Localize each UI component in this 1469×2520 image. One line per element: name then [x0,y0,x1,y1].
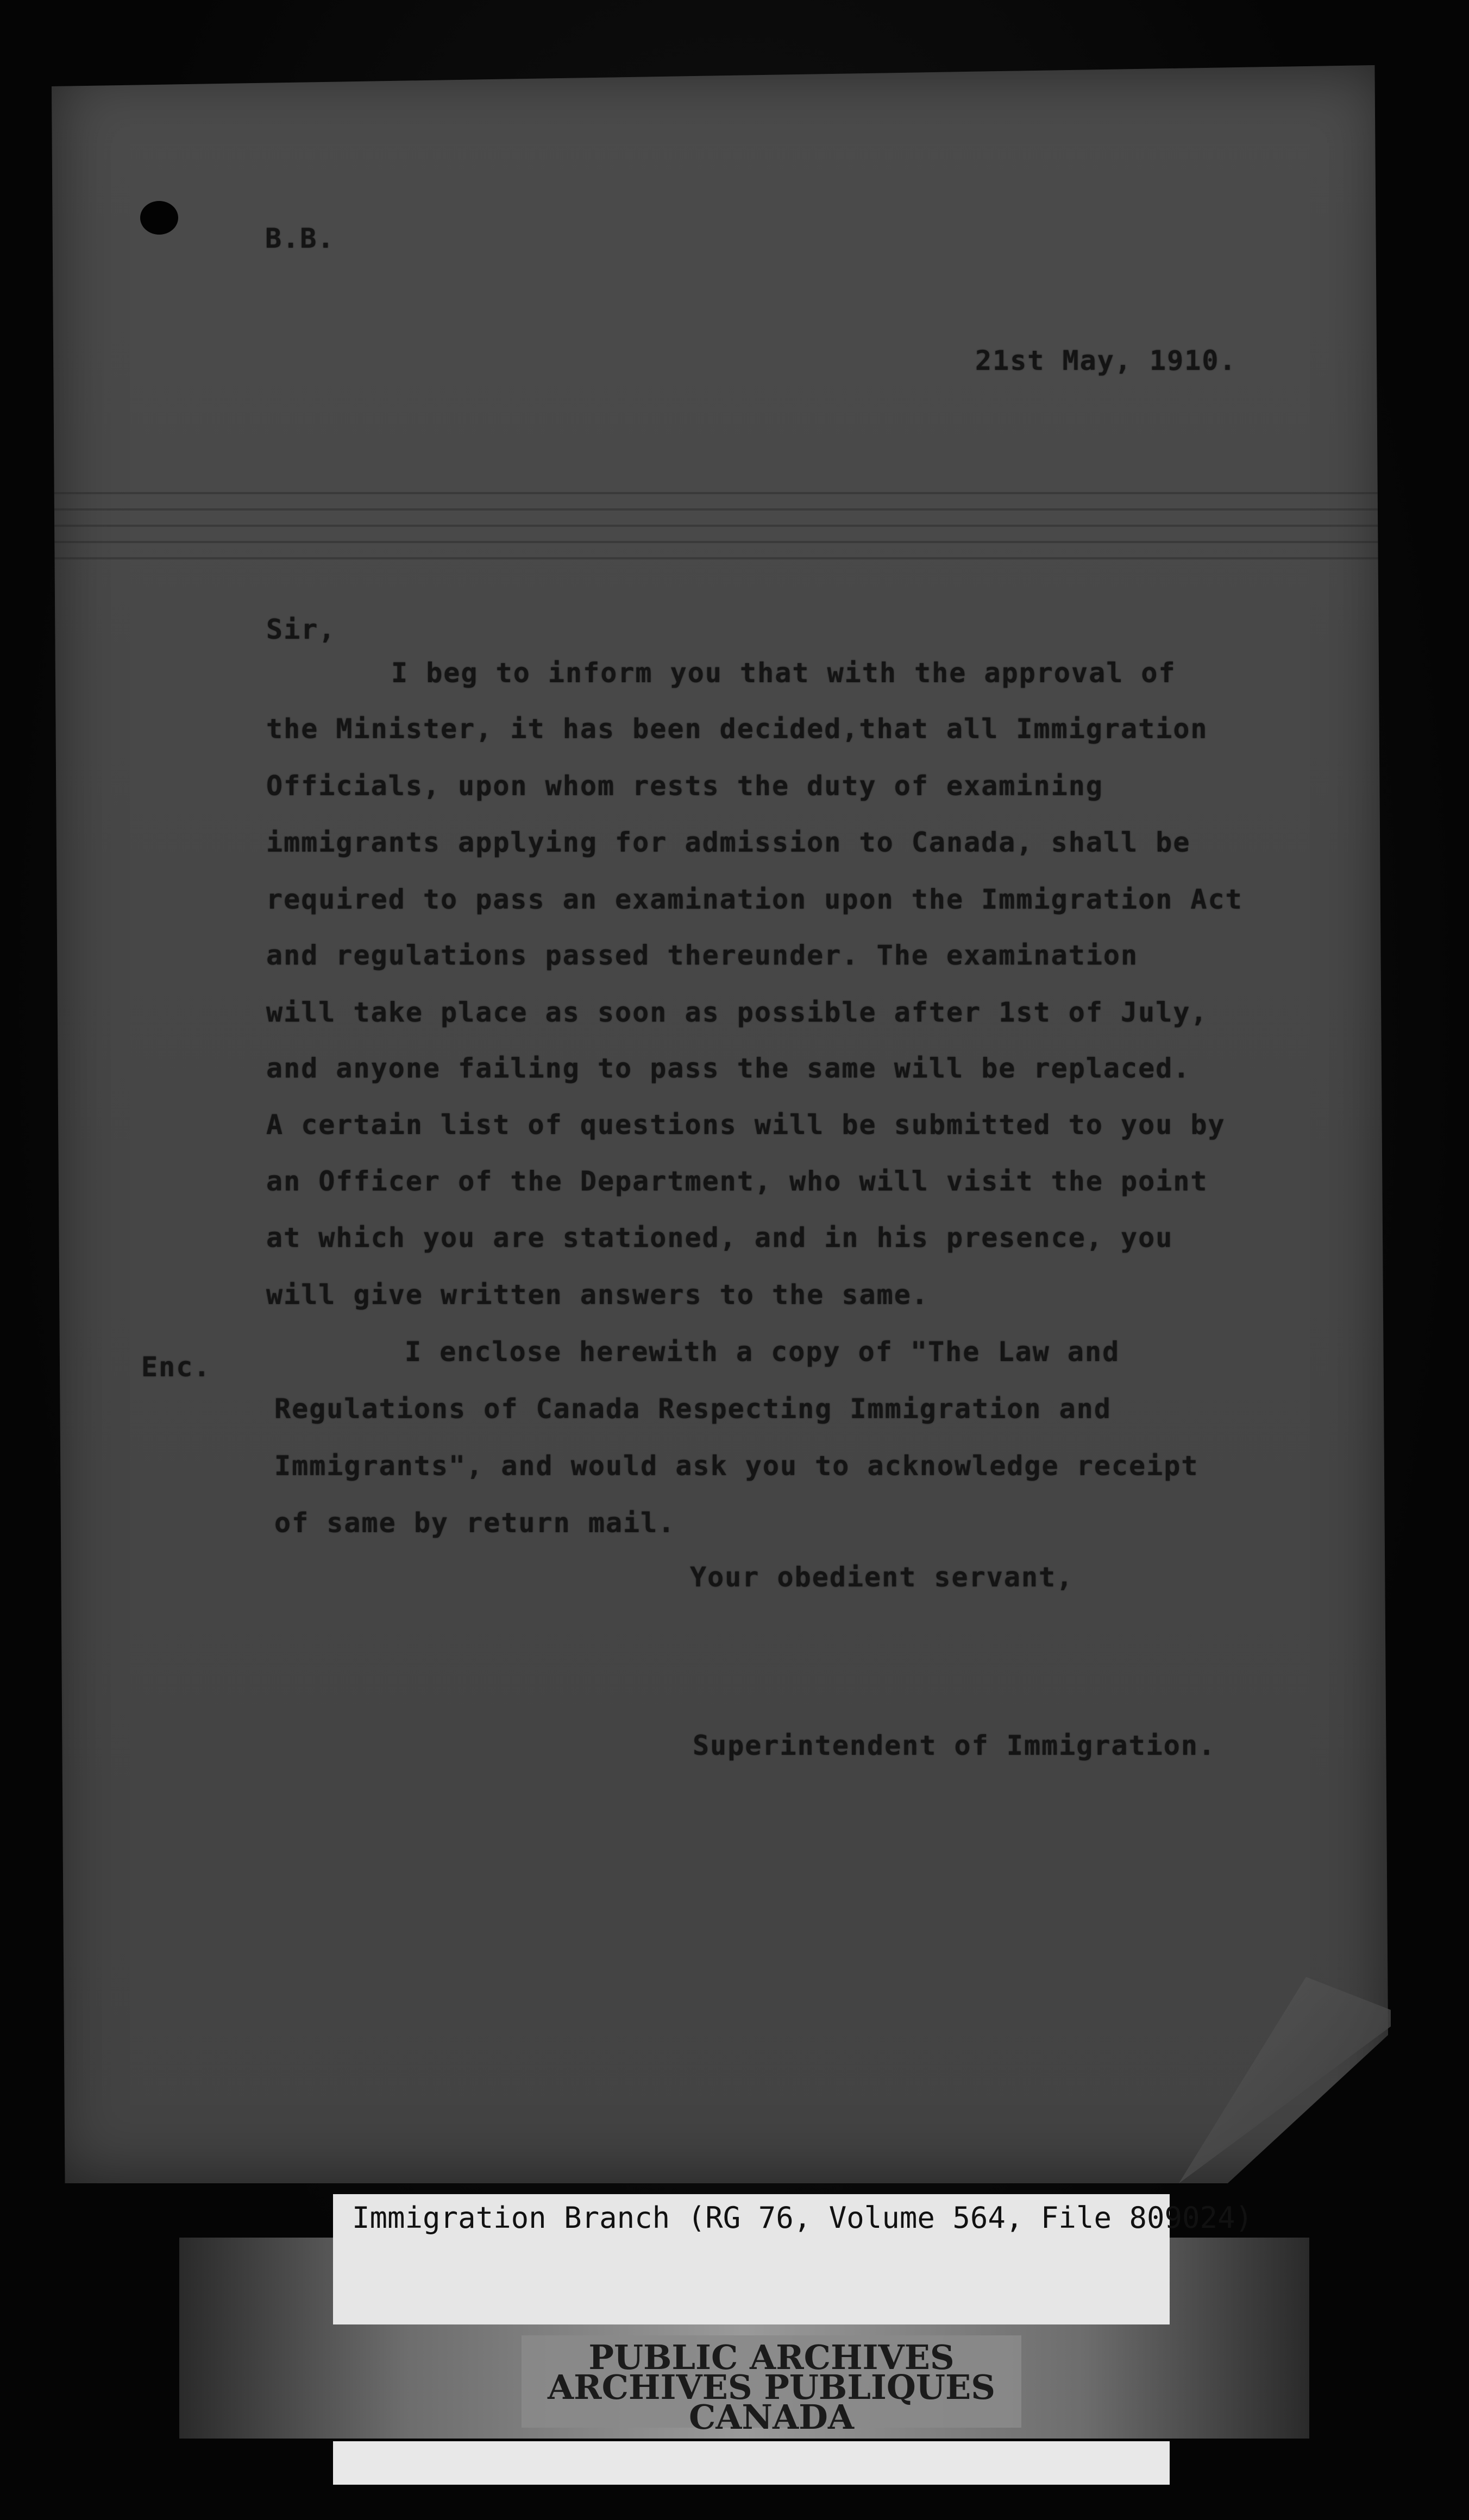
body-line: at which you are stationed, and in his presence, you [266,1222,1173,1253]
body-line: I enclose herewith a copy of "The Law and [405,1336,1120,1368]
stamp-line-3: CANADA [688,2397,855,2437]
bottom-label-strip [333,2441,1170,2485]
body-line: Regulations of Canada Respecting Immigration and [274,1393,1112,1425]
salutation: Sir, [266,614,336,645]
body-line: required to pass an examination upon the Immigration Act [266,884,1243,915]
archive-reference: Immigration Branch (RG 76, Volume 564, File 809024) [352,2201,1253,2235]
letter-date: 21st May, 1910. [975,345,1237,376]
letterhead-rule-lines [52,478,1388,565]
body-line: Immigrants", and would ask you to acknowledge receipt [274,1450,1199,1482]
body-line: an Officer of the Department, who will visit the point [266,1166,1208,1197]
stamp-line-1: PUBLIC ARCHIVES [588,2338,955,2377]
enclosure-mark: Enc. [141,1351,211,1383]
closing: Your obedient servant, [690,1561,1074,1593]
punch-hole [140,201,178,235]
body-line: Officials, upon whom rests the duty of examining [266,770,1103,802]
body-line: will take place as soon as possible after 1st of July, [266,997,1208,1028]
signature-title: Superintendent of Immigration. [693,1730,1216,1761]
body-line: and anyone failing to pass the same will be replaced. [266,1053,1191,1084]
body-line: immigrants applying for admission to Canada, shall be [266,827,1191,858]
body-line: I beg to inform you that with the approval of [391,657,1176,689]
stamp-line-2: ARCHIVES PUBLIQUES [547,2367,996,2407]
initials: B.B. [265,223,335,254]
body-line: and regulations passed thereunder. The examination [266,940,1139,971]
body-line: A certain list of questions will be submitted to you by [266,1109,1226,1141]
body-line: will give written answers to the same. [266,1279,929,1311]
body-line: the Minister, it has been decided,that all Immigration [266,713,1208,745]
archive-label [333,2194,1253,2324]
body-line: of same by return mail. [274,1507,676,1539]
